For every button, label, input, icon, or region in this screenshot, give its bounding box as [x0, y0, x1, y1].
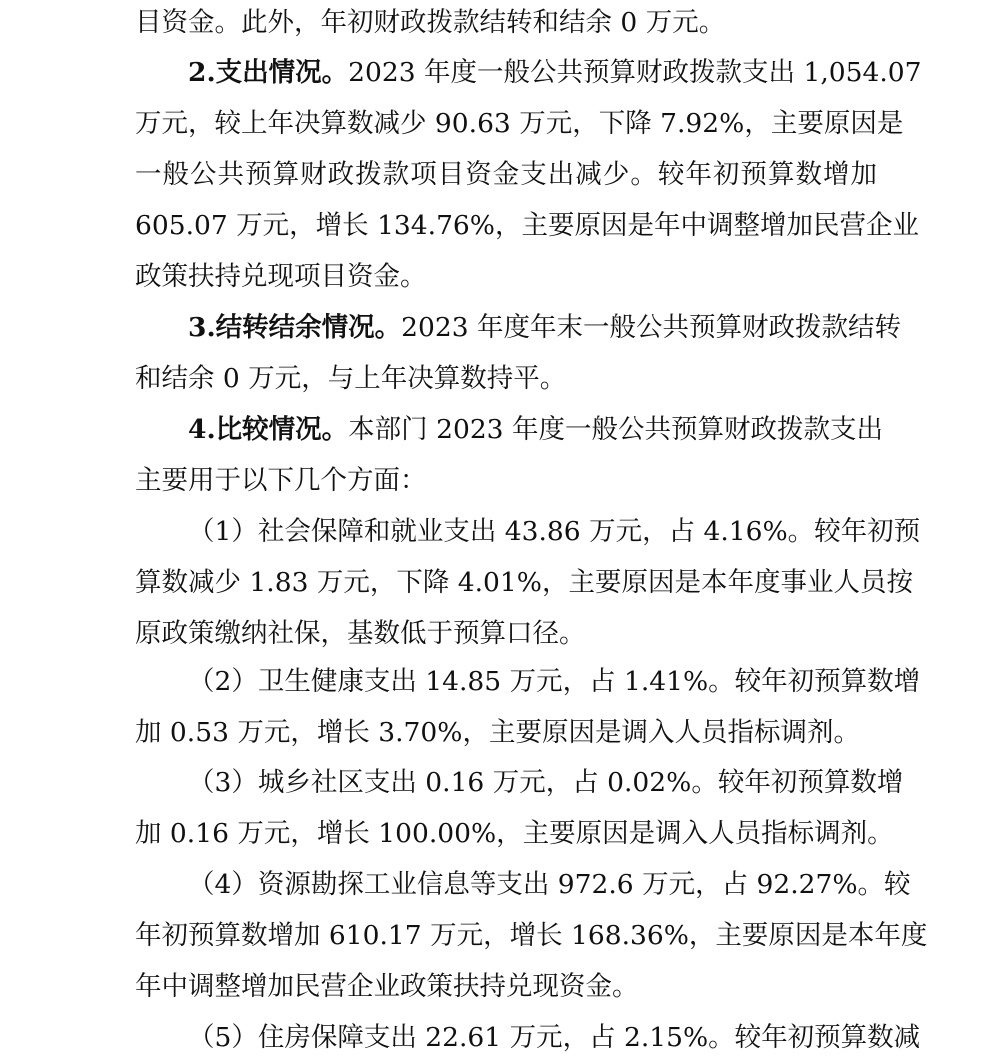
paragraph-line: 加 0.53 万元，增长 3.70%，主要原因是调入人员指标调剂。 — [135, 717, 860, 748]
paragraph-line: 年初预算数增加 610.17 万元，增长 168.36%，主要原因是本年度 — [135, 920, 928, 951]
paragraph-line: 原政策缴纳社保，基数低于预算口径。 — [135, 618, 586, 649]
paragraph-line: 目资金。此外，年初财政拨款结转和结余 0 万元。 — [135, 7, 726, 38]
section-heading: 4.比较情况。 — [188, 414, 349, 445]
paragraph-first-line: （2）卫生健康支出 14.85 万元，占 1.41%。较年初预算数增 — [188, 666, 921, 697]
paragraph-line: 政策扶持兑现项目资金。 — [135, 261, 427, 292]
paragraph-line: 一般公共预算财政拨款项目资金支出减少。较年初预算数增加 — [135, 159, 877, 190]
section-heading: 2.支出情况。 — [188, 57, 349, 88]
section-heading: 3.结转结余情况。 — [188, 312, 402, 343]
paragraph-line: 年中调整增加民营企业政策扶持兑现资金。 — [135, 971, 639, 1002]
paragraph-line: 和结余 0 万元，与上年决算数持平。 — [135, 363, 567, 394]
paragraph-first-line — [188, 53, 922, 93]
paragraph-text: 2023 年度年末一般公共预算财政拨款结转 — [401, 312, 902, 343]
paragraph-first-line — [188, 308, 902, 348]
paragraph-text: 2023 年度一般公共预算财政拨款支出 1,054.07 — [348, 57, 922, 88]
paragraph-text: 本部门 2023 年度一般公共预算财政拨款支出 — [348, 414, 883, 445]
paragraph-line: 605.07 万元，增长 134.76%，主要原因是年中调整增加民营企业 — [135, 210, 919, 241]
paragraph-line: 算数减少 1.83 万元，下降 4.01%，主要原因是本年度事业人员按 — [135, 567, 913, 598]
paragraph-line: 主要用于以下几个方面： — [135, 465, 427, 496]
paragraph-first-line: （5）住房保障支出 22.61 万元，占 2.15%。较年初预算数减 — [188, 1022, 921, 1053]
paragraph-line: 万元，较上年决算数减少 90.63 万元，下降 7.92%，主要原因是 — [135, 108, 904, 139]
paragraph-first-line: （3）城乡社区支出 0.16 万元，占 0.02%。较年初预算数增 — [188, 767, 904, 798]
paragraph-first-line: （4）资源勘探工业信息等支出 972.6 万元，占 92.27%。较 — [188, 869, 911, 900]
paragraph-first-line — [188, 410, 883, 450]
paragraph-first-line: （1）社会保障和就业支出 43.86 万元，占 4.16%。较年初预 — [188, 516, 921, 547]
paragraph-line: 加 0.16 万元，增长 100.00%，主要原因是调入人员指标调剂。 — [135, 818, 894, 849]
